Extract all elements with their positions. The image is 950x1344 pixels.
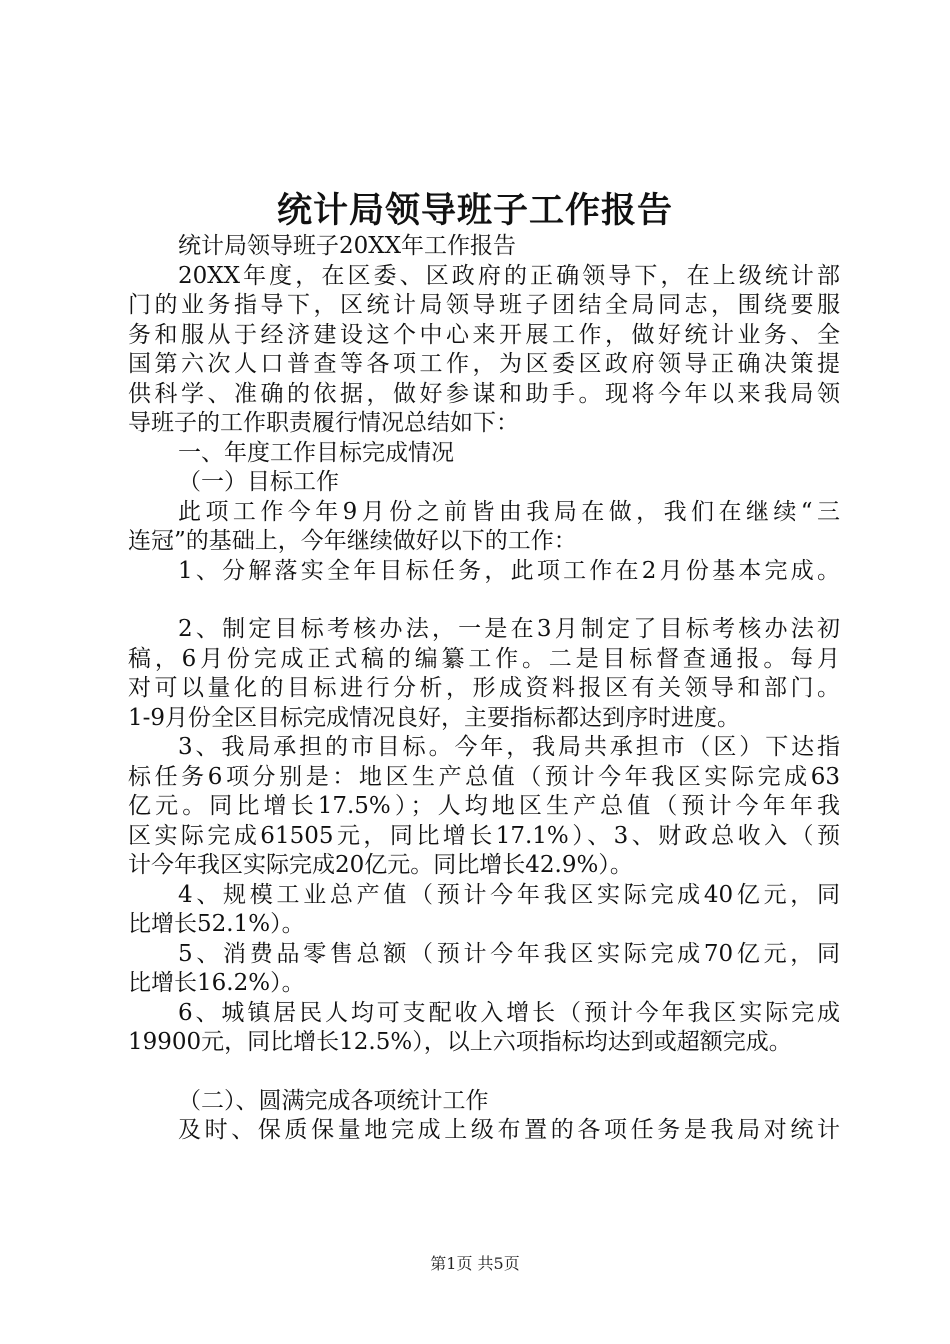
list-item: 1、分解落实全年目标任务，此项工作在2月份基本完成。	[178, 557, 840, 584]
paragraph-line: 19900元，同比增长12.5%），以上六项指标均达到或超额完成。	[128, 1029, 792, 1055]
subtitle-line: 统计局领导班子20XX年工作报告	[178, 233, 517, 259]
paragraph-line: 此项工作今年9月份之前皆由我局在做，我们在继续“三	[178, 498, 840, 525]
paragraph-line: 稿，6月份完成正式稿的编纂工作。二是目标督查通报。每月	[128, 645, 840, 672]
paragraph-line: 比增长16.2%）。	[128, 970, 305, 996]
paragraph-line: 区实际完成61505元，同比增长17.1%）、3、财政总收入（预	[128, 822, 840, 849]
document-title: 统计局领导班子工作报告	[276, 190, 673, 231]
list-item: 5、消费品零售总额（预计今年我区实际完成70亿元，同	[178, 940, 840, 967]
paragraph-line: 标任务6项分别是：地区生产总值（预计今年我区实际完成63	[128, 763, 840, 790]
paragraph-line: 亿元。同比增长17.5%）；人均地区生产总值（预计今年年我	[128, 793, 840, 819]
subsection-heading: （一）目标工作	[178, 469, 339, 495]
paragraph-line: 国第六次人口普查等各项工作，为区委区政府领导正确决策提	[128, 351, 840, 377]
list-item: 3、我局承担的市目标。今年，我局共承担市（区）下达指	[178, 734, 840, 760]
paragraph-line: 门的业务指导下，区统计局领导班子团结全局同志，围绕要服	[128, 292, 840, 318]
paragraph-line: 导班子的工作职责履行情况总结如下：	[128, 410, 519, 436]
paragraph-line: 务和服从于经济建设这个中心来开展工作，做好统计业务、全	[128, 321, 840, 348]
paragraph-line: 连冠”的基础上，今年继续做好以下的工作：	[128, 528, 577, 554]
document-body	[128, 232, 840, 1146]
paragraph-gap	[128, 1058, 840, 1087]
list-item: 2、制定目标考核办法，一是在3月制定了目标考核办法初	[178, 616, 840, 642]
subsection-heading: （二）、圆满完成各项统计工作	[178, 1087, 489, 1114]
page-footer: 第1页 共5页	[430, 1254, 520, 1273]
paragraph-line: 1-9月份全区目标完成情况良好，主要指标都达到序时进度。	[128, 704, 741, 731]
paragraph-line: 及时、保质保量地完成上级布置的各项任务是我局对统计	[178, 1117, 840, 1143]
paragraph-line: 对可以量化的目标进行分析，形成资料报区有关领导和部门。	[128, 675, 840, 701]
section-heading: 一、年度工作目标完成情况	[178, 439, 454, 466]
list-item: 6、城镇居民人均可支配收入增长（预计今年我区实际完成	[178, 999, 840, 1026]
paragraph-line: 比增长52.1%）。	[128, 911, 305, 937]
paragraph-line: 计今年我区实际完成20亿元。同比增长42.9%）。	[128, 852, 633, 878]
paragraph-line: 供科学、准确的依据，做好参谋和助手。现将今年以来我局领	[128, 380, 840, 407]
list-item: 4、规模工业总产值（预计今年我区实际完成40亿元，同	[178, 881, 840, 908]
paragraph-gap	[128, 586, 840, 615]
paragraph-line: 20XX年度，在区委、区政府的正确领导下，在上级统计部	[178, 262, 840, 289]
